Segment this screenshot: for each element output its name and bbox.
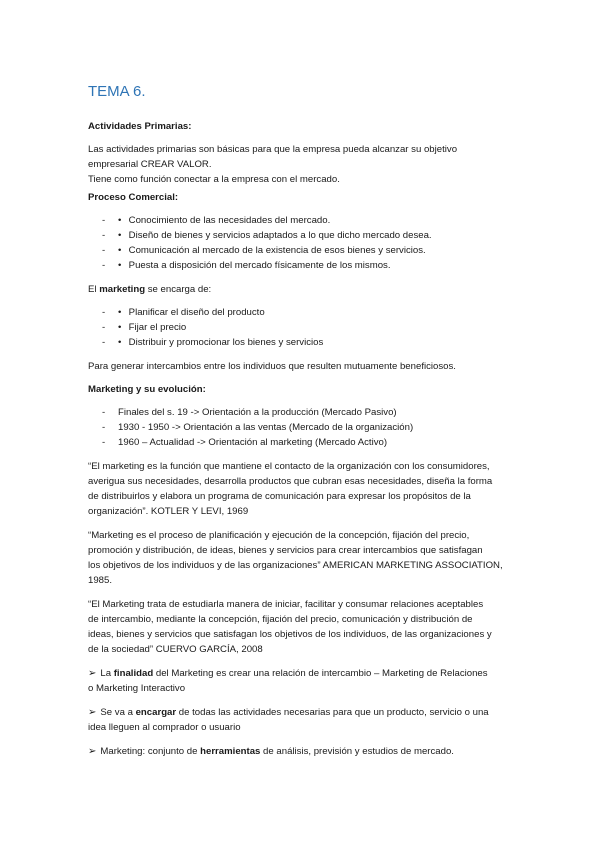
dash-marker: - — [102, 337, 106, 348]
list-item — [88, 335, 518, 350]
dash-marker: - — [102, 322, 106, 333]
quote-cuervo — [88, 597, 518, 657]
list-item-text: Diseño de bienes y servicios adaptados a lo que dicho mercado desea. — [128, 230, 432, 241]
bullet-icon: • — [118, 230, 122, 241]
bullet-icon: • — [118, 322, 122, 333]
section-heading-primarias: Actividades Primarias: — [88, 121, 192, 132]
function-line: Tiene como función conectar a la empresa con el mercado. — [88, 174, 340, 185]
quote-line: ideas, bienes y servicios que satisfagan los objetivos de los individuos, de las organizaciones y — [88, 629, 492, 640]
list-item-text: Finales del s. 19 -> Orientación a la producción (Mercado Pasivo) — [118, 407, 397, 418]
intro-prefix: El — [88, 284, 100, 295]
point-text: La — [100, 668, 114, 679]
quote-line: promoción y distribución, de ideas, bienes y servicios para crear intercambios que satisfagan — [88, 545, 483, 556]
point-text: Marketing: conjunto de — [100, 746, 201, 757]
list-item-text: 1960 – Actualidad -> Orientación al marketing (Mercado Activo) — [118, 437, 388, 448]
bullet-icon: • — [118, 215, 122, 226]
point-text: idea lleguen al comprador o usuario — [88, 722, 241, 733]
point-text: o Marketing Interactivo — [88, 683, 186, 694]
arrow-bullet-icon: ➢ — [88, 746, 97, 757]
point-bold: herramientas — [200, 746, 261, 757]
list-item-text: Puesta a disposición del mercado físicamente de los mismos. — [128, 260, 391, 271]
dash-marker: - — [102, 407, 106, 418]
list-item — [88, 305, 518, 320]
list-item-text: Fijar el precio — [128, 322, 187, 333]
bullet-icon: • — [118, 245, 122, 256]
section-heading-comercial: Proceso Comercial: — [88, 192, 179, 203]
marketing-purpose: Para generar intercambios entre los individuos que resulten mutuamente beneficiosos. — [88, 361, 456, 372]
dash-marker: - — [102, 422, 106, 433]
list-item — [88, 243, 518, 258]
point-herramientas — [88, 744, 518, 759]
dash-marker: - — [102, 260, 106, 271]
quote-line: averigua sus necesidades, desarrolla productos que cubran esas necesidades, diseña la forma — [88, 476, 493, 487]
marketing-task-list — [88, 305, 518, 350]
point-finalidad — [88, 666, 518, 696]
point-text: del Marketing es crear una relación de intercambio – Marketing de Relaciones — [153, 668, 488, 679]
bullet-icon: • — [118, 260, 122, 271]
paragraph-objective — [88, 142, 518, 187]
list-item — [88, 420, 518, 435]
dash-marker: - — [102, 437, 106, 448]
arrow-bullet-icon: ➢ — [88, 707, 97, 718]
bullet-icon: • — [118, 337, 122, 348]
quote-line: de intercambio, mediante la concepción, fijación del precio, comunicación y distribución de — [88, 614, 473, 625]
dash-marker: - — [102, 307, 106, 318]
point-bold: encargar — [135, 707, 177, 718]
quote-line: de distribuirlos y elabora un programa de comunicación para expresar los propósitos de la — [88, 491, 471, 502]
document-body — [88, 82, 518, 768]
dash-marker: - — [102, 230, 106, 241]
objective-line-2: empresarial CREAR VALOR. — [88, 159, 212, 170]
list-item-text: Conocimiento de las necesidades del mercado. — [128, 215, 331, 226]
quote-line: 1985. — [88, 575, 113, 586]
intro-bold: marketing — [99, 284, 146, 295]
quote-ama — [88, 528, 518, 588]
list-item-text: 1930 - 1950 -> Orientación a las ventas (Mercado de la organización) — [118, 422, 414, 433]
quote-line: organización”. KOTLER Y LEVI, 1969 — [88, 506, 249, 517]
point-text: Se va a — [100, 707, 136, 718]
list-item-text: Comunicación al mercado de la existencia de esos bienes y servicios. — [128, 245, 426, 256]
dash-marker: - — [102, 215, 106, 226]
list-item — [88, 213, 518, 228]
list-item-text: Planificar el diseño del producto — [128, 307, 265, 318]
page-title: TEMA 6. — [88, 83, 146, 100]
quote-kotler — [88, 459, 518, 519]
dash-marker: - — [102, 245, 106, 256]
comercial-list — [88, 213, 518, 273]
evolucion-list — [88, 405, 518, 450]
objective-line-1: Las actividades primarias son básicas para que la empresa pueda alcanzar su objetivo — [88, 144, 458, 155]
section-heading-evolucion: Marketing y su evolución: — [88, 384, 206, 395]
point-text: de todas las actividades necesarias para que un producto, servicio o una — [176, 707, 489, 718]
list-item — [88, 320, 518, 335]
bullet-icon: • — [118, 307, 122, 318]
intro-suffix: se encarga de: — [145, 284, 212, 295]
point-text: de análisis, previsión y estudios de mercado. — [260, 746, 454, 757]
list-item — [88, 405, 518, 420]
quote-line: de la sociedad” CUERVO GARCÍA, 2008 — [88, 644, 263, 655]
arrow-bullet-icon: ➢ — [88, 668, 97, 679]
list-item — [88, 258, 518, 273]
point-bold: finalidad — [113, 668, 154, 679]
quote-line: “El marketing es la función que mantiene el contacto de la organización con los consumidores, — [88, 461, 490, 472]
list-item — [88, 435, 518, 450]
quote-line: “Marketing es el proceso de planificación y ejecución de la concepción, fijación del precio, — [88, 530, 470, 541]
quote-line: “El Marketing trata de estudiarla manera de iniciar, facilitar y consumar relaciones aceptables — [88, 599, 484, 610]
point-encargar — [88, 705, 518, 735]
list-item-text: Distribuir y promocionar los bienes y servicios — [128, 337, 324, 348]
quote-line: los objetivos de los individuos y de las organizaciones” AMERICAN MARKETING ASSOCIATION, — [88, 560, 503, 571]
list-item — [88, 228, 518, 243]
marketing-intro — [88, 282, 518, 297]
